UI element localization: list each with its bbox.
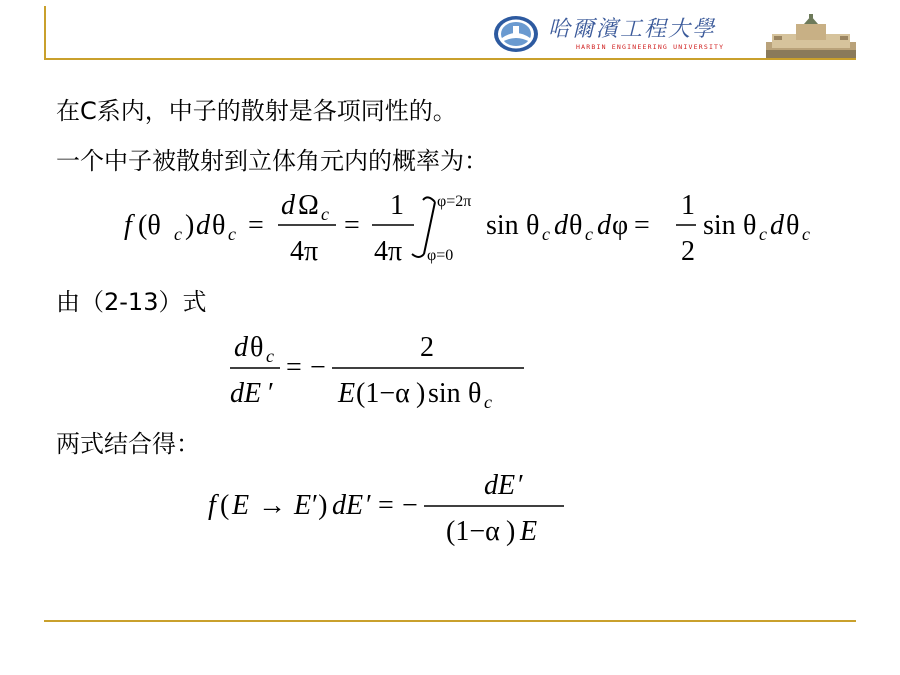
university-emblem-icon bbox=[492, 14, 540, 54]
svg-text:d: d bbox=[234, 332, 248, 363]
svg-text:c: c bbox=[802, 224, 810, 244]
svg-text:c: c bbox=[266, 346, 274, 366]
svg-text:4π: 4π bbox=[290, 236, 319, 267]
svg-text:2: 2 bbox=[420, 332, 434, 363]
university-name-english: HARBIN ENGINEERING UNIVERSITY bbox=[576, 43, 725, 51]
svg-text:E: E bbox=[520, 516, 538, 547]
svg-text:θ: θ bbox=[212, 210, 226, 241]
svg-text:c: c bbox=[321, 204, 329, 224]
svg-text:dE: dE bbox=[230, 378, 262, 409]
svg-text:′): ′) bbox=[312, 490, 328, 521]
svg-text:d: d bbox=[281, 190, 295, 221]
svg-text:−: − bbox=[310, 352, 326, 383]
svg-text:d: d bbox=[196, 210, 210, 241]
svg-text:): ) bbox=[506, 516, 516, 547]
svg-text:E: E bbox=[294, 490, 312, 521]
svg-text:θ: θ bbox=[468, 378, 482, 409]
svg-text:c: c bbox=[759, 224, 767, 244]
svg-text:→: → bbox=[258, 490, 286, 521]
svg-text:c: c bbox=[542, 224, 550, 244]
header-vertical-rule bbox=[44, 6, 46, 59]
svg-text:φ=0: φ=0 bbox=[427, 247, 454, 264]
svg-text:(1−α: (1−α bbox=[356, 378, 410, 409]
university-building-image bbox=[766, 14, 856, 58]
probability-statement: 一个中子被散射到立体角元内的概率为： bbox=[56, 147, 488, 175]
reference-equation-statement: 由（2-13）式 bbox=[56, 288, 207, 316]
equation-energy-distribution bbox=[198, 464, 578, 556]
svg-text:(1−α: (1−α bbox=[446, 516, 500, 547]
svg-text:d: d bbox=[770, 210, 784, 241]
svg-text:E: E bbox=[338, 378, 356, 409]
svg-text:): ) bbox=[416, 378, 426, 409]
svg-text:θ: θ bbox=[569, 210, 583, 241]
svg-text:−: − bbox=[402, 490, 418, 521]
university-name-chinese: 哈爾濱工程大學 bbox=[548, 17, 717, 42]
svg-text:c: c bbox=[585, 224, 593, 244]
svg-text:θ: θ bbox=[250, 332, 264, 363]
svg-text:dE: dE bbox=[484, 470, 516, 501]
svg-text:c: c bbox=[484, 392, 492, 412]
header-horizontal-rule bbox=[44, 58, 856, 60]
svg-text:c: c bbox=[174, 224, 182, 244]
svg-text:d: d bbox=[597, 210, 611, 241]
svg-text:′: ′ bbox=[518, 470, 525, 501]
svg-text:θ: θ bbox=[526, 210, 540, 241]
footer-horizontal-rule bbox=[44, 620, 856, 622]
equation-dtheta-dE bbox=[220, 326, 540, 418]
svg-text:): ) bbox=[185, 210, 195, 241]
svg-text:E: E bbox=[232, 490, 250, 521]
svg-text:′: ′ bbox=[366, 490, 373, 521]
svg-text:φ=2π: φ=2π bbox=[437, 193, 472, 210]
combination-statement: 两式结合得： bbox=[56, 430, 200, 458]
svg-text:(: ( bbox=[220, 490, 230, 521]
svg-text:sin: sin bbox=[428, 378, 461, 409]
svg-text:d: d bbox=[554, 210, 568, 241]
equation-probability-density bbox=[110, 182, 830, 272]
svg-text:f: f bbox=[208, 490, 216, 521]
svg-text:2: 2 bbox=[681, 236, 695, 267]
svg-text:=: = bbox=[634, 210, 650, 241]
svg-text:Ω: Ω bbox=[298, 190, 319, 221]
svg-text:θ: θ bbox=[786, 210, 800, 241]
svg-text:1: 1 bbox=[681, 190, 695, 221]
isotropic-scattering-statement: 在C系内，中子的散射是各项同性的。 bbox=[56, 97, 457, 125]
svg-text:φ: φ bbox=[612, 210, 629, 241]
svg-text:sin: sin bbox=[486, 210, 519, 241]
svg-text:4π: 4π bbox=[374, 236, 403, 267]
svg-text:(θ: (θ bbox=[138, 210, 161, 241]
svg-text:′: ′ bbox=[268, 378, 275, 409]
svg-text:=: = bbox=[248, 210, 264, 241]
svg-text:θ: θ bbox=[743, 210, 757, 241]
svg-text:dE: dE bbox=[332, 490, 364, 521]
svg-text:c: c bbox=[228, 224, 236, 244]
svg-text:=: = bbox=[378, 490, 394, 521]
svg-text:=: = bbox=[286, 352, 302, 383]
svg-text:f: f bbox=[124, 210, 132, 241]
svg-text:sin: sin bbox=[703, 210, 736, 241]
svg-text:=: = bbox=[344, 210, 360, 241]
svg-text:1: 1 bbox=[390, 190, 404, 221]
